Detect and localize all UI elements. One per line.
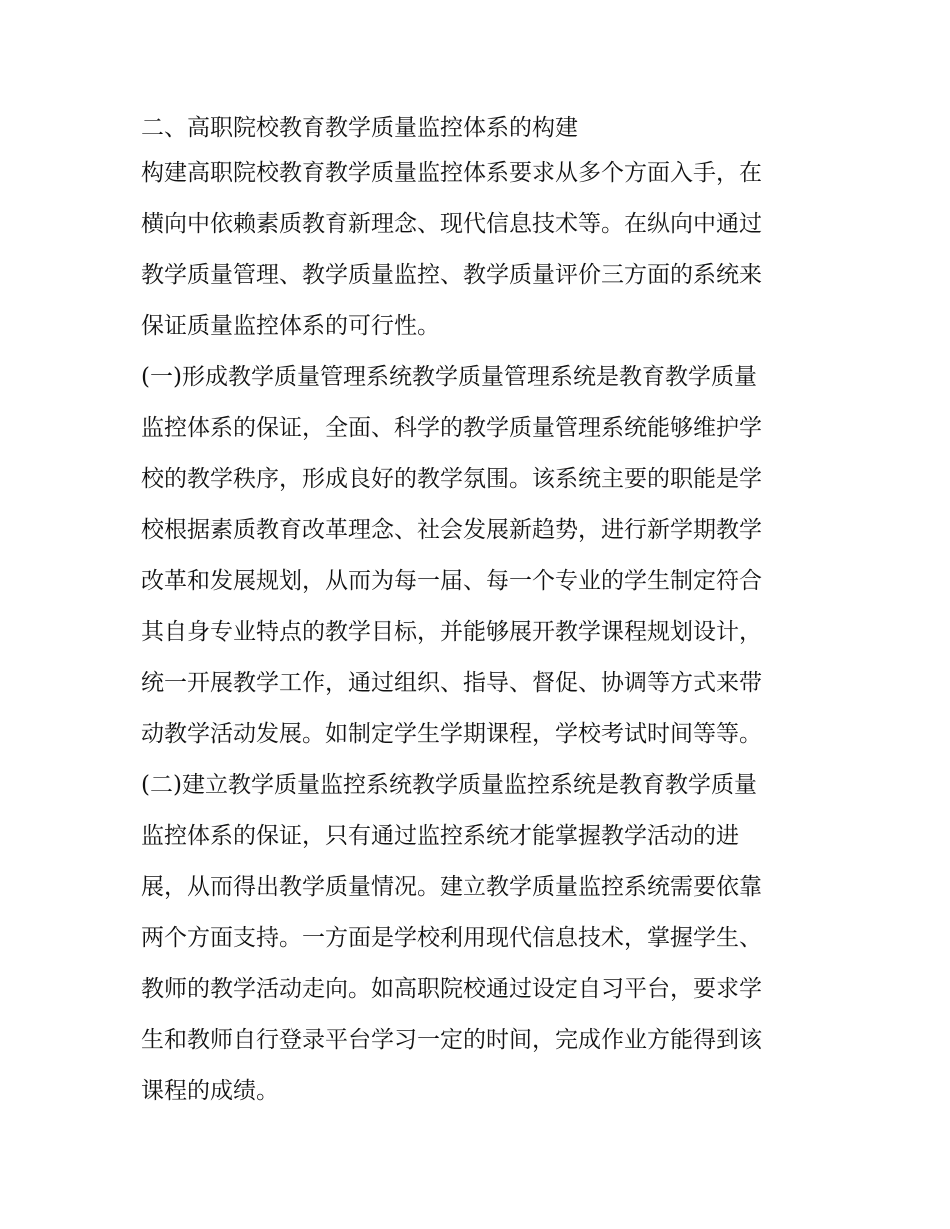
- body-line: 其自身专业特点的教学目标，并能够展开教学课程规划设计，: [141, 619, 762, 645]
- body-line: 改革和发展规划，从而为每一届、每一个专业的学生制定符合: [141, 568, 762, 594]
- body-line: 动教学活动发展。如制定学生学期课程，学校考试时间等等。: [141, 721, 762, 747]
- body-line: 横向中依赖素质教育新理念、现代信息技术等。在纵向中通过: [141, 211, 762, 237]
- body-line: 两个方面支持。一方面是学校利用现代信息技术，掌握学生、: [141, 925, 762, 951]
- body-line: 校根据素质教育改革理念、社会发展新趋势，进行新学期教学: [141, 517, 762, 543]
- body-line: 统一开展教学工作，通过组织、指导、督促、协调等方式来带: [141, 670, 762, 696]
- section-heading: 二、高职院校教育教学质量监控体系的构建: [141, 115, 578, 141]
- body-line: 教师的教学活动走向。如高职院校通过设定自习平台，要求学: [141, 976, 762, 1002]
- body-line: 展，从而得出教学质量情况。建立教学质量监控系统需要依靠: [141, 874, 762, 900]
- body-line: 保证质量监控体系的可行性。: [141, 313, 440, 339]
- body-line: 课程的成绩。: [141, 1078, 279, 1104]
- body-line: (二)建立教学质量监控系统教学质量监控系统是教育教学质量: [141, 772, 757, 798]
- body-line: 监控体系的保证，全面、科学的教学质量管理系统能够维护学: [141, 415, 762, 441]
- body-line: (一)形成教学质量管理系统教学质量管理系统是教育教学质量: [141, 364, 757, 390]
- body-line: 教学质量管理、教学质量监控、教学质量评价三方面的系统来: [141, 262, 762, 288]
- body-line: 生和教师自行登录平台学习一定的时间，完成作业方能得到该: [141, 1027, 762, 1053]
- body-line: 校的教学秩序，形成良好的教学氛围。该系统主要的职能是学: [141, 466, 762, 492]
- body-line: 监控体系的保证，只有通过监控系统才能掌握教学活动的进: [141, 823, 739, 849]
- body-line: 构建高职院校教育教学质量监控体系要求从多个方面入手，在: [141, 160, 762, 186]
- document-body: [141, 108, 816, 1117]
